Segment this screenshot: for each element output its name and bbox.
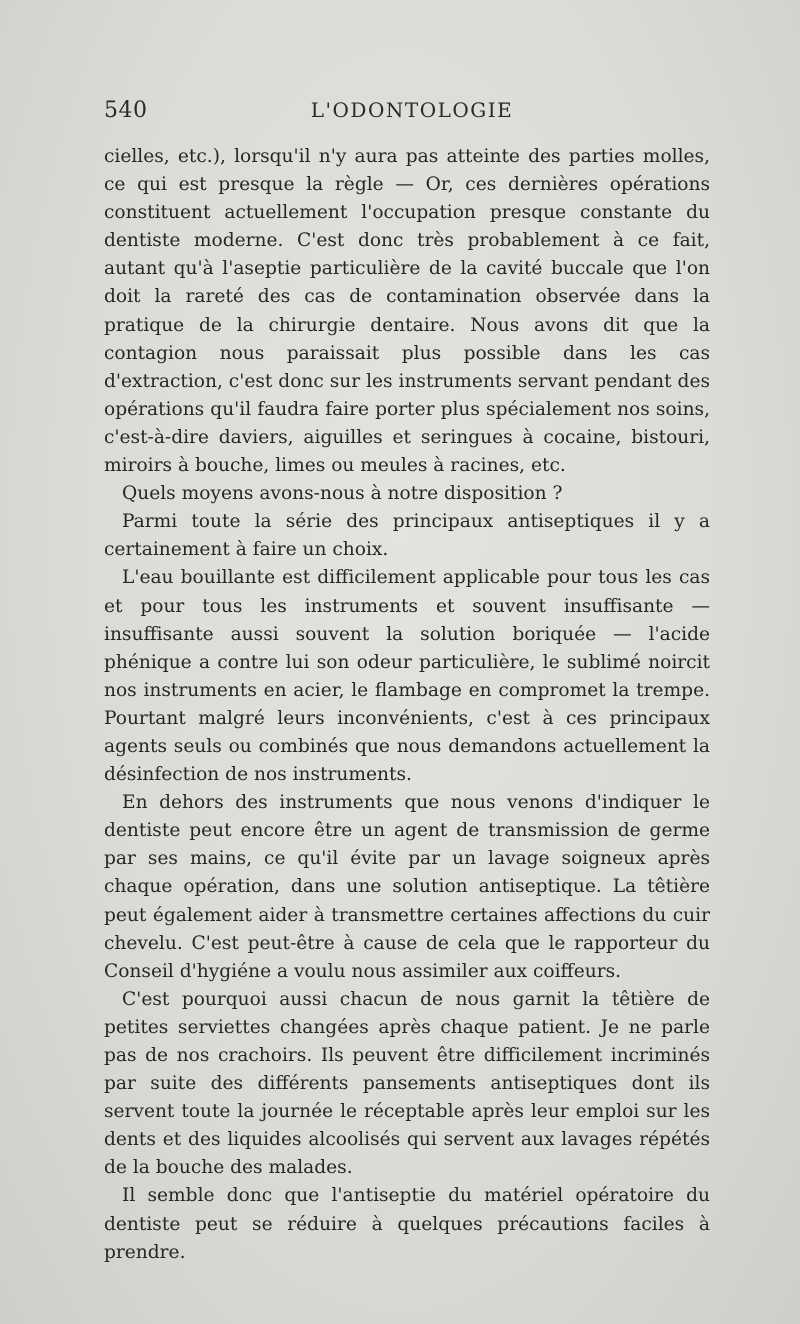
paragraph-headrest: C'est pourquoi aussi chacun de nous garnit la têtière de petites serviettes changées après chaque patient. Je ne parle pas de nos crachoirs. Ils peuvent être difficilement incriminés par suite des différents pansements antiseptiques dont ils servent toute la journée le réceptable après leur emploi sur les dents et des liquides alcoolisés qui servent aux lavages répétés de la bouche des malades. [104,988,710,1179]
paragraph-continuation: cielles, etc.), lorsqu'il n'y aura pas atteinte des parties molles, ce qui est presque la règle — Or, ces dernières opérations constituent actuellement l'occupation presque constante du dentiste moderne. C'est donc très probablement à ce fait, autant qu'à l'aseptie particulière de la cavité buccale que l'on doit la rareté des cas de contamination observée dans la pratique de la chirurgie dentaire. Nous avons dit que la contagion nous paraissait plus possible dans les cas d'extraction, c'est donc sur les instruments servant pendant des opérations qu'il faudra faire porter plus spécialement nos soins, c'est-à-dire daviers, aiguilles et seringues à cocaine, bistouri, miroirs à bouche, limes ou meules à racines, etc. [104,146,710,477]
page-header [104,98,710,128]
paragraph-hands: En dehors des instruments que nous venons d'indiquer le dentiste peut encore être un agent de transmission de germe par ses mains, ce qu'il évite par un lavage soigneux après chaque opération, dans une solution antiseptique. La têtière peut également aider à transmettre certaines affections du cuir chevelu. C'est peut-être à cause de cela que le rapporteur du Conseil d'hygiéne a voulu nous assimiler aux coiffeurs. [104,792,710,982]
paragraph-conclusion: Il semble donc que l'antiseptie du matériel opératoire du dentiste peut se réduire à quelques précautions faciles à prendre. [104,1185,710,1263]
paragraph-antiseptics: Parmi toute la série des principaux antiseptiques il y a certainement à faire un choix. [104,511,710,561]
page-number: 540 [104,98,148,123]
running-title: L'ODONTOLOGIE [310,98,514,122]
paragraph-question: Quels moyens avons-nous à notre disposition ? [122,483,563,505]
body-text [104,143,710,1267]
paragraph-boiling-water: L'eau bouillante est difficilement applicable pour tous les cas et pour tous les instruments et souvent insuffisante — insuffisante aussi souvent la solution boriquée — l'acide phénique a contre lui son odeur particulière, le sublimé noircit nos instruments en acier, le flambage en compromet la trempe. Pourtant malgré leurs inconvénients, c'est à ces principaux agents seuls ou combinés que nous demandons actuellement la désinfection de nos instruments. [104,567,710,786]
